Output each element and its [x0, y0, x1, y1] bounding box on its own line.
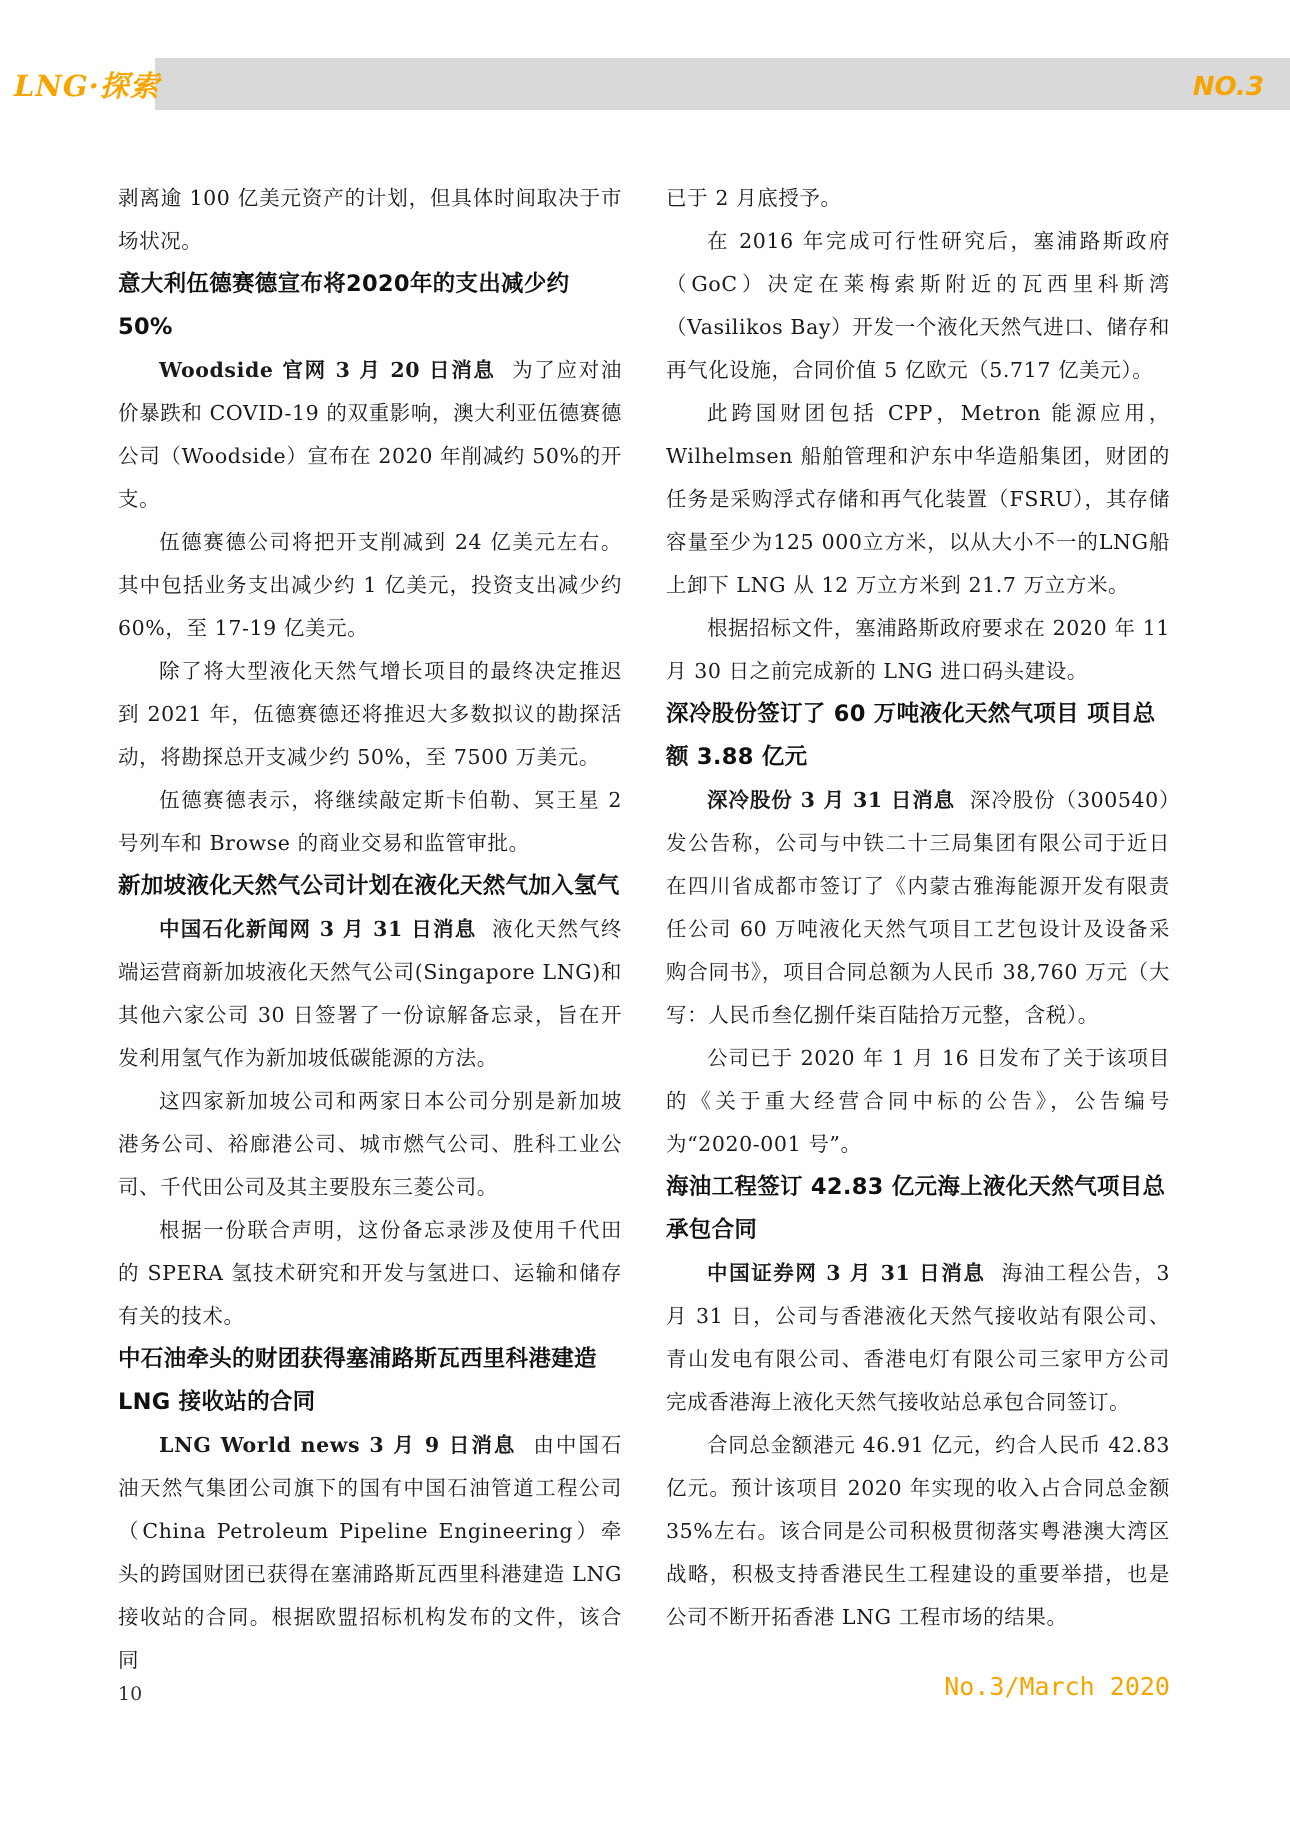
- paragraph: 公司已于 2020 年 1 月 16 日发布了关于该项目的《关于重大经营合同中标的公告》，公告编号为“2020-001 号”。: [666, 1046, 1170, 1156]
- paragraph-text: 液化天然气终端运营商新加坡液化天然气公司(Singapore LNG)和其他六家公司 30 日签署了一份谅解备忘录，旨在开发利用氢气作为新加坡低碳能源的方法。: [118, 917, 623, 1070]
- paragraph: [118, 349, 622, 521]
- paragraph: 这四家新加坡公司和两家日本公司分别是新加坡港务公司、裕廊港公司、城市燃气公司、胜科工业公司、千代田公司及其主要股东三菱公司。: [118, 1089, 622, 1199]
- article-heading: 中石油牵头的财团获得塞浦路斯瓦西里科港建造 LNG 接收站的合同: [118, 1346, 597, 1415]
- paragraph: 伍德赛德公司将把开支削减到 24 亿美元左右。其中包括业务支出减少约 1 亿美元，投资支出减少约 60%，至 17-19 亿美元。: [118, 530, 622, 640]
- paragraph: [666, 779, 1170, 1037]
- article-heading: 意大利伍德赛德宣布将2020年的支出减少约50%: [118, 271, 570, 340]
- paragraph-text: 海油工程公告，3 月 31 日，公司与香港液化天然气接收站有限公司、青山发电有限公司、香港电灯有限公司三家甲方公司完成香港海上液化天然气接收站总承包合同签订。: [666, 1261, 1170, 1414]
- right-column: [666, 177, 1170, 1639]
- paragraph: 在 2016 年完成可行性研究后，塞浦路斯政府（GoC）决定在莱梅索斯附近的瓦西里科斯湾（Vasilikos Bay）开发一个液化天然气进口、储存和再气化设施，合同价值 5 亿欧元（5.717 亿美元）。: [666, 229, 1170, 382]
- paragraph-text: 为了应对油价暴跌和 COVID-19 的双重影响，澳大利亚伍德赛德公司（Woodside）宣布在 2020 年削减约 50%的开支。: [118, 358, 622, 511]
- article-heading: 深冷股份签订了 60 万吨液化天然气项目 项目总额 3.88 亿元: [666, 701, 1156, 770]
- paragraph: 除了将大型液化天然气增长项目的最终决定推迟到 2021 年，伍德赛德还将推迟大多数拟议的勘探活动，将勘探总开支减少约 50%，至 7500 万美元。: [118, 659, 622, 769]
- news-source: LNG World news 3 月 9 日消息: [159, 1433, 517, 1457]
- footer-issue-date: No.3/March 2020: [944, 1672, 1170, 1701]
- news-source: Woodside 官网 3 月 20 日消息: [159, 358, 496, 382]
- paragraph: 已于 2 月底授予。: [666, 186, 842, 210]
- left-column: [118, 177, 622, 1682]
- issue-number: NO.3: [1192, 72, 1264, 102]
- paragraph: 剥离逾 100 亿美元资产的计划，但具体时间取决于市场状况。: [118, 186, 622, 253]
- brand-title: LNG·探索: [14, 69, 160, 103]
- paragraph-text: 深冷股份（300540）发公告称，公司与中铁二十三局集团有限公司于近日在四川省成都市签订了《内蒙古雅海能源开发有限责任公司 60 万吨液化天然气项目工艺包设计及设备采购合同书》，项目合同总额为人民币 38,760 万元（大写：人民币叁亿捌仟柒百陆拾万元整，含税）。: [666, 788, 1170, 1027]
- article-heading: 新加坡液化天然气公司计划在液化天然气加入氢气: [118, 873, 620, 899]
- paragraph: 合同总金额港元 46.91 亿元，约合人民币 42.83 亿元。预计该项目 2020 年实现的收入占合同总金额 35%左右。该合同是公司积极贯彻落实粤港澳大湾区战略，积极支持香港民生工程建设的重要举措，也是公司不断开拓香港 LNG 工程市场的结果。: [666, 1433, 1170, 1629]
- news-source: 深冷股份 3 月 31 日消息: [707, 788, 956, 812]
- page-number: 10: [118, 1683, 143, 1705]
- paragraph: [666, 1252, 1170, 1424]
- paragraph: [118, 908, 622, 1080]
- news-source: 中国证券网 3 月 31 日消息: [707, 1261, 986, 1285]
- paragraph: 伍德赛德表示，将继续敲定斯卡伯勒、冥王星 2 号列车和 Browse 的商业交易和监管审批。: [118, 788, 622, 855]
- paragraph: [118, 1424, 622, 1682]
- paragraph: 此跨国财团包括 CPP，Metron 能源应用，Wilhelmsen 船舶管理和沪东中华造船集团，财团的任务是采购浮式存储和再气化装置（FSRU），其存储容量至少为125 000立方米，以从大小不一的LNG船上卸下 LNG 从 12 万立方米到 21.7 万立方米。: [666, 401, 1170, 597]
- paragraph: 根据招标文件，塞浦路斯政府要求在 2020 年 11 月 30 日之前完成新的 LNG 进口码头建设。: [666, 616, 1170, 683]
- header-band: [155, 58, 1290, 110]
- paragraph: 根据一份联合声明，这份备忘录涉及使用千代田的 SPERA 氢技术研究和开发与氢进口、运输和储存有关的技术。: [118, 1218, 622, 1328]
- paragraph-text: 由中国石油天然气集团公司旗下的国有中国石油管道工程公司（China Petroleum Pipeline Engineering）牵头的跨国财团已获得在塞浦路斯瓦西里科港建造 LNG 接收站的合同。根据欧盟招标机构发布的文件，该合同: [118, 1433, 622, 1672]
- article-heading: 海油工程签订 42.83 亿元海上液化天然气项目总承包合同: [666, 1174, 1166, 1243]
- news-source: 中国石化新闻网 3 月 31 日消息: [159, 917, 477, 941]
